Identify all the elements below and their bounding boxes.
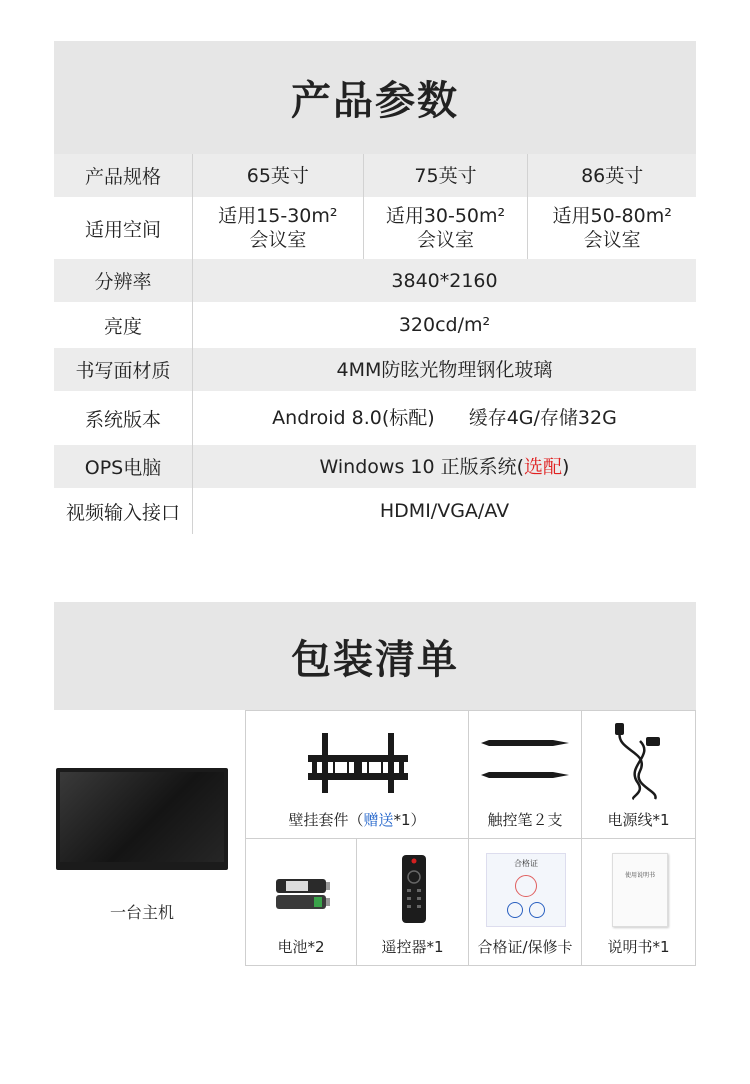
ops-text: Windows 10 正版系统( <box>319 455 525 478</box>
power-cord-icon <box>610 721 670 801</box>
wall-mount-caption: 壁挂套件（赠送*1） <box>288 811 426 829</box>
spec-value-line: 会议室 <box>416 229 474 251</box>
spec-row-ops <box>54 445 696 488</box>
params-title-banner <box>54 41 696 154</box>
certificate-card <box>486 853 566 927</box>
manual-caption: 说明书*1 <box>607 938 670 956</box>
spec-row-surface <box>54 348 696 391</box>
power-cord-item <box>581 710 696 839</box>
spec-value: 75英寸 <box>364 154 529 197</box>
manual-item <box>581 838 696 966</box>
tv-image <box>56 768 228 870</box>
packing-title-banner <box>54 602 696 710</box>
battery-caption: 电池*2 <box>277 938 325 956</box>
spec-value-line: 适用15-30m² <box>218 205 338 227</box>
spec-value <box>193 197 364 259</box>
spec-label: OPS电脑 <box>54 445 193 488</box>
spec-value <box>193 445 696 488</box>
spec-value <box>193 391 696 445</box>
stylus-item <box>468 710 582 839</box>
gift-tag: 赠送 <box>363 811 394 829</box>
spec-value: HDMI/VGA/AV <box>379 500 510 522</box>
wall-mount-item <box>245 710 469 839</box>
spec-value <box>364 197 529 259</box>
spec-label: 视频输入接口 <box>54 488 193 534</box>
spec-label: 分辨率 <box>54 259 193 302</box>
power-cord-caption: 电源线*1 <box>607 811 670 829</box>
os-version: Android 8.0(标配) <box>272 407 435 429</box>
remote-item <box>356 838 469 966</box>
spec-label: 适用空间 <box>54 197 193 259</box>
host-label: 一台主机 <box>109 903 174 922</box>
stylus-caption: 触控笔２支 <box>487 811 563 829</box>
spec-value-line: 会议室 <box>583 229 641 251</box>
spec-label: 书写面材质 <box>54 348 193 391</box>
certificate-item <box>468 838 582 966</box>
remote-control-icon <box>402 855 426 923</box>
storage-spec: 缓存4G/存储32G <box>468 407 617 429</box>
manual-card <box>612 853 668 927</box>
wall-mount-icon <box>308 733 408 793</box>
spec-value-line: 适用50-80m² <box>552 205 672 227</box>
spec-value: 4MM防眩光物理钢化玻璃 <box>336 358 553 381</box>
host-item <box>54 710 244 966</box>
remote-caption: 遥控器*1 <box>381 938 444 956</box>
spec-value: 86英寸 <box>581 164 644 187</box>
battery-item <box>245 838 357 966</box>
spec-label: 亮度 <box>54 302 193 348</box>
packing-grid <box>245 710 696 966</box>
spec-value-line: 会议室 <box>249 229 307 251</box>
certificate-caption: 合格证/保修卡 <box>477 938 573 956</box>
spec-row-video-input <box>54 488 696 534</box>
stylus-icon <box>481 735 571 785</box>
spec-value: 3840*2160 <box>391 269 498 292</box>
spec-row-os <box>54 391 696 445</box>
spec-row-room <box>54 197 696 259</box>
spec-label: 产品规格 <box>54 154 193 197</box>
packing-title: 包装清单 <box>291 636 459 683</box>
spec-value: 65英寸 <box>193 154 364 197</box>
certificate-card-title: 合格证 <box>514 859 538 868</box>
spec-row-resolution <box>54 259 696 302</box>
manual-card-title: 使用说明书 <box>624 872 655 879</box>
spec-value-line: 适用30-50m² <box>385 205 506 227</box>
spec-value: 320cd/m² <box>398 314 491 336</box>
spec-label: 系统版本 <box>54 391 193 445</box>
spec-value <box>528 197 696 259</box>
ops-text-end: ) <box>562 455 570 478</box>
optional-tag: 选配 <box>524 455 563 478</box>
spec-row-brightness <box>54 302 696 348</box>
params-title: 产品参数 <box>291 78 459 124</box>
spec-row-size <box>54 154 696 197</box>
battery-icon <box>274 877 332 911</box>
spec-table <box>54 154 696 534</box>
